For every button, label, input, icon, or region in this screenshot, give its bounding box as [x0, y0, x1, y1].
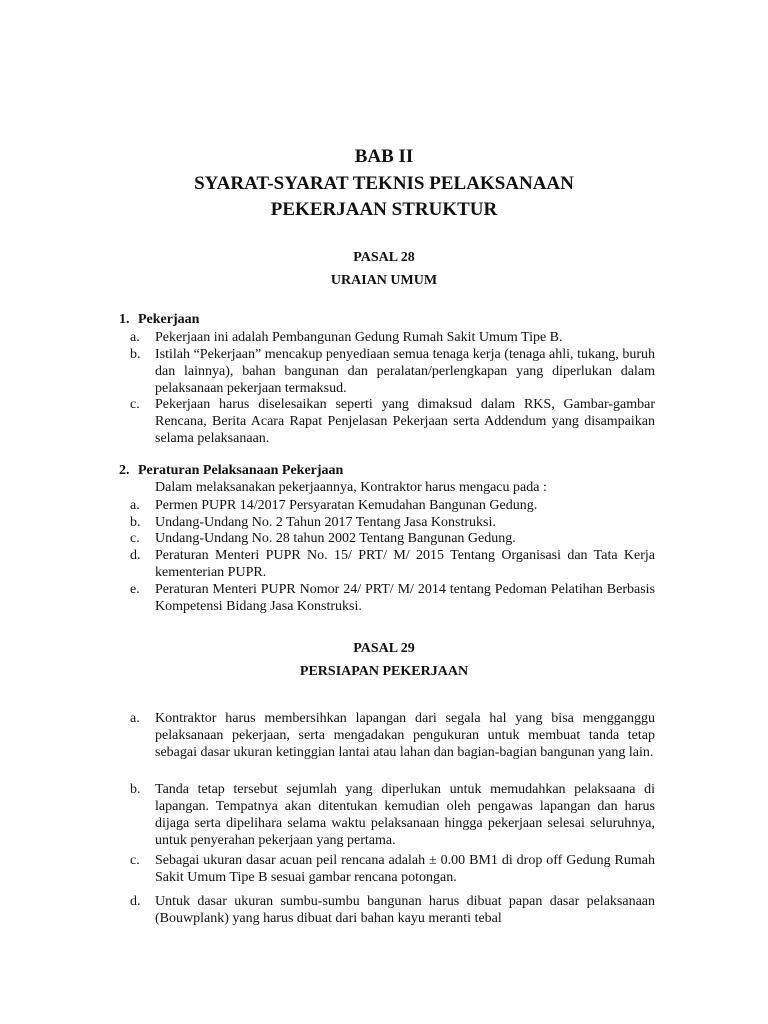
list-item-label: b. — [130, 782, 141, 797]
section-1-title: Pekerjaan — [138, 312, 200, 327]
list-item — [130, 514, 655, 531]
list-item-label: c. — [130, 853, 140, 868]
list-item — [130, 530, 655, 547]
list-item — [130, 710, 655, 761]
document-title-line1: SYARAT-SYARAT TEKNIS PELAKSANAAN — [194, 173, 574, 194]
list-item — [130, 497, 655, 514]
list-item — [130, 329, 655, 346]
pasal-29-heading: PASAL 29 — [353, 641, 415, 656]
list-item-text: Tanda tetap tersebut sejumlah yang diperlukan untuk memudahkan pelaksaana di lapangan. Tempatnya akan ditentukan kemudian oleh pengawas lapangan dan harus dijaga serta dipelihara selama waktu pelaksanaan hingga pekerjaan selesai seluruhnya, untuk penyerahan pekerjaan yang pertama. — [155, 782, 655, 848]
list-item-text: Untuk dasar ukuran sumbu-sumbu bangunan harus dibuat papan dasar pelaksanaan (Bouwplank) yang harus dibuat dari bahan kayu meranti tebal — [155, 894, 655, 926]
list-item-text: Peraturan Menteri PUPR No. 15/ PRT/ M/ 2015 Tentang Organisasi dan Tata Kerja kementerian PUPR. — [155, 548, 655, 580]
section-1-number: 1. — [119, 312, 130, 327]
section-1-heading — [119, 312, 199, 328]
list-item-text: Sebagai ukuran dasar acuan peil rencana adalah ± 0.00 BM1 di drop off Gedung Rumah Sakit Umum Tipe B sesuai gambar rencana potongan. — [155, 853, 655, 885]
pasal-29-subheading: PERSIAPAN PEKERJAAN — [299, 664, 469, 679]
list-item-label: a. — [130, 498, 140, 513]
list-item-label: e. — [130, 582, 140, 597]
list-item — [130, 547, 655, 581]
pasal-28-heading: PASAL 28 — [353, 250, 415, 265]
list-item-text: Permen PUPR 14/2017 Persyaratan Kemudahan Bangunan Gedung. — [155, 498, 538, 513]
list-item-text: Peraturan Menteri PUPR Nomor 24/ PRT/ M/ 2014 tentang Pedoman Pelatihan Berbasis Kompetensi Bidang Jasa Konstruksi. — [155, 582, 655, 614]
list-item-text: Undang-Undang No. 2 Tahun 2017 Tentang Jasa Konstruksi. — [155, 515, 496, 530]
list-item-label: a. — [130, 330, 140, 345]
document-title-line2: PEKERJAAN STRUKTUR — [270, 199, 498, 220]
list-item — [130, 781, 655, 849]
list-item-text: Istilah “Pekerjaan” mencakup penyediaan semua tenaga kerja (tenaga ahli, tukang, buruh dan lainnya), bahan bangunan dan peralatan/perlengkapan yang diperlukan dalam pelaksanaan pekerjaan termaksud. — [155, 347, 655, 396]
section-2-number: 2. — [119, 463, 130, 478]
list-item-text: Kontraktor harus membersihkan lapangan dari segala hal yang bisa mengganggu pelaksanaan pekerjaan, serta mengadakan pengukuran untuk membuat tanda tetap sebagai dasar ukuran ketinggian lantai atau lahan dan bagian-bagian bangunan yang lain. — [155, 711, 655, 760]
list-item-label: c. — [130, 397, 140, 412]
list-item-label: a. — [130, 711, 140, 726]
list-item — [130, 346, 655, 397]
section-2-title: Peraturan Pelaksanaan Pekerjaan — [138, 463, 344, 478]
list-item — [130, 893, 655, 927]
list-item-text: Undang-Undang No. 28 tahun 2002 Tentang Bangunan Gedung. — [155, 531, 516, 546]
list-item-label: c. — [130, 531, 140, 546]
list-item — [130, 396, 655, 447]
list-item-text: Pekerjaan harus diselesaikan seperti yang dimaksud dalam RKS, Gambar-gambar Rencana, Berita Acara Rapat Penjelasan Pekerjaan serta Addendum yang disampaikan selama pelaksanaan. — [155, 397, 655, 446]
list-item — [130, 581, 655, 615]
list-item-label: b. — [130, 515, 141, 530]
section-2-intro: Dalam melaksanakan pekerjaannya, Kontraktor harus mengacu pada : — [155, 480, 547, 495]
list-item-label: d. — [130, 894, 141, 909]
list-item — [130, 852, 655, 886]
section-2-heading — [119, 463, 343, 479]
list-item-text: Pekerjaan ini adalah Pembangunan Gedung Rumah Sakit Umum Tipe B. — [155, 330, 563, 345]
list-item-label: d. — [130, 548, 141, 563]
list-item-label: b. — [130, 347, 141, 362]
chapter-title: BAB II — [354, 146, 414, 167]
pasal-28-subheading: URAIAN UMUM — [330, 273, 438, 288]
